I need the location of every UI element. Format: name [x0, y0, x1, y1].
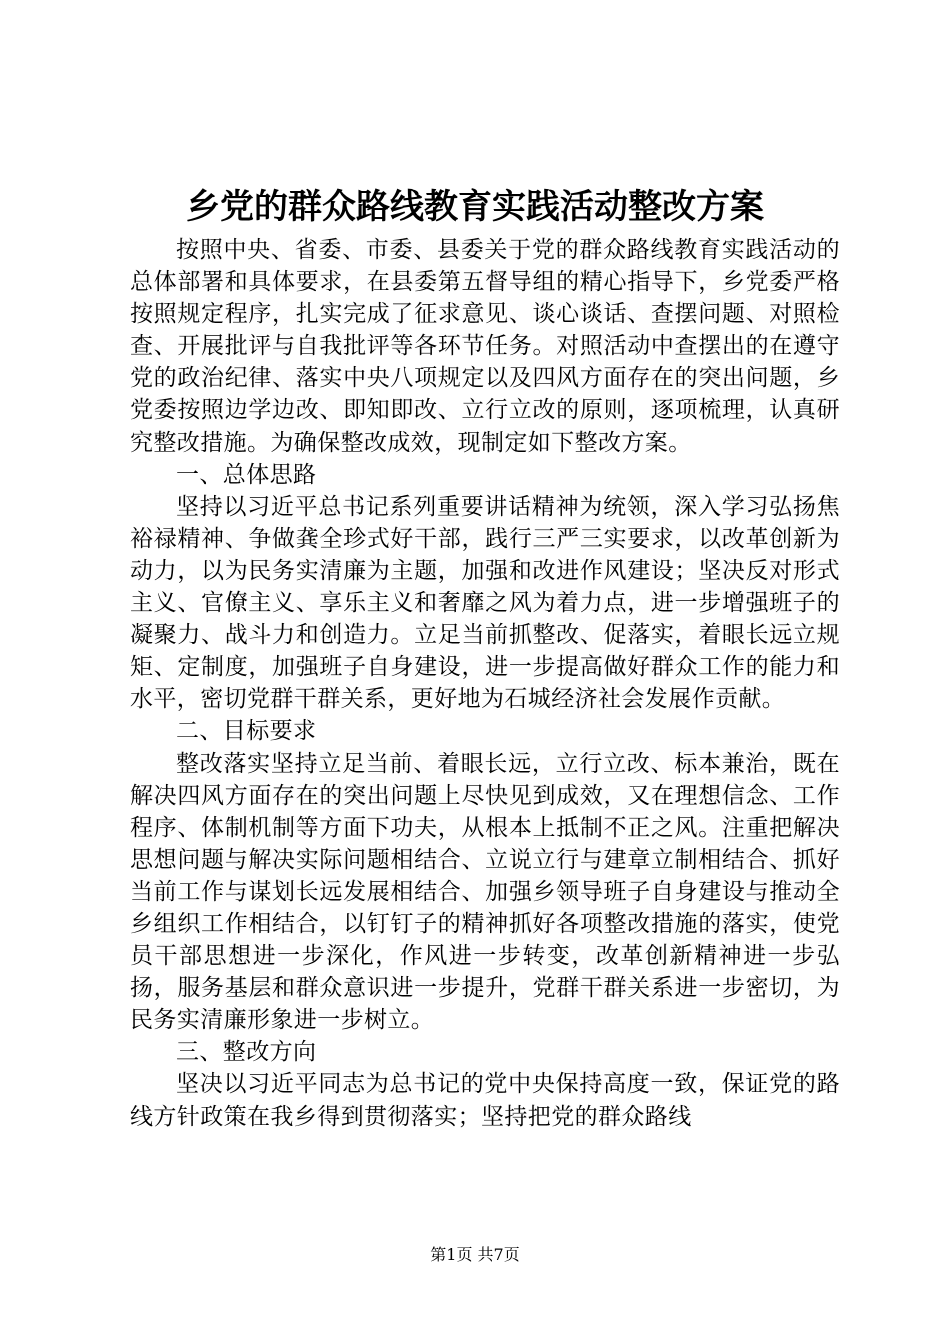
document-title: 乡党的群众路线教育实践活动整改方案 [186, 187, 764, 227]
overall-approach-paragraph: 坚持以习近平总书记系列重要讲话精神为统领，深入学习弘扬焦裕禄精神、争做龚全珍式好干部，践行三严三实要求，以改革创新为动力，以为民务实清廉为主题，加强和改进作风建设；坚决反对形式主义、官僚主义、享乐主义和奢靡之风为着力点，进一步增强班子的凝聚力、战斗力和创造力。立足当前抓整改、促落实，着眼长远立规矩、定制度，加强班子自身建设，进一步提高做好群众工作的能力和水平，密切党群干群关系，更好地为石城经济社会发展作贡献。 [130, 493, 840, 713]
intro-paragraph: 按照中央、省委、市委、县委关于党的群众路线教育实践活动的总体部署和具体要求，在县委第五督导组的精心指导下，乡党委严格按照规定程序，扎实完成了征求意见、谈心谈话、查摆问题、对照检查、开展批评与自我批评等各环节任务。对照活动中查摆出的在遵守党的政治纪律、落实中央八项规定以及四风方面存在的突出问题，乡党委按照边学边改、即知即改、立行立改的原则，逐项梳理，认真研究整改措施。为确保整改成效，现制定如下整改方案。 [130, 237, 840, 456]
page-number-footer: 第1页 共7页 [430, 1245, 520, 1264]
section-heading-rectification-direction: 三、整改方向 [176, 1039, 317, 1066]
rectification-direction-paragraph: 坚决以习近平同志为总书记的党中央保持高度一致，保证党的路线方针政策在我乡得到贯彻落实；坚持把党的群众路线 [130, 1071, 840, 1130]
goals-paragraph: 整改落实坚持立足当前、着眼长远，立行立改、标本兼治，既在解决四风方面存在的突出问题上尽快见到成效，又在理想信念、工作程序、体制机制等方面下功夫，从根本上抵制不正之风。注重把解决思想问题与解决实际问题相结合、立说立行与建章立制相结合、抓好当前工作与谋划长远发展相结合、加强乡领导班子自身建设与推动全乡组织工作相结合，以钉钉子的精神抓好各项整改措施的落实，使党员干部思想进一步深化，作风进一步转变，改革创新精神进一步弘扬，服务基层和群众意识进一步提升，党群干群关系进一步密切，为民务实清廉形象进一步树立。 [130, 750, 840, 1034]
document-body [130, 234, 840, 1133]
section-heading-overall-approach: 一、总体思路 [176, 461, 317, 488]
section-heading-goals: 二、目标要求 [176, 718, 317, 745]
